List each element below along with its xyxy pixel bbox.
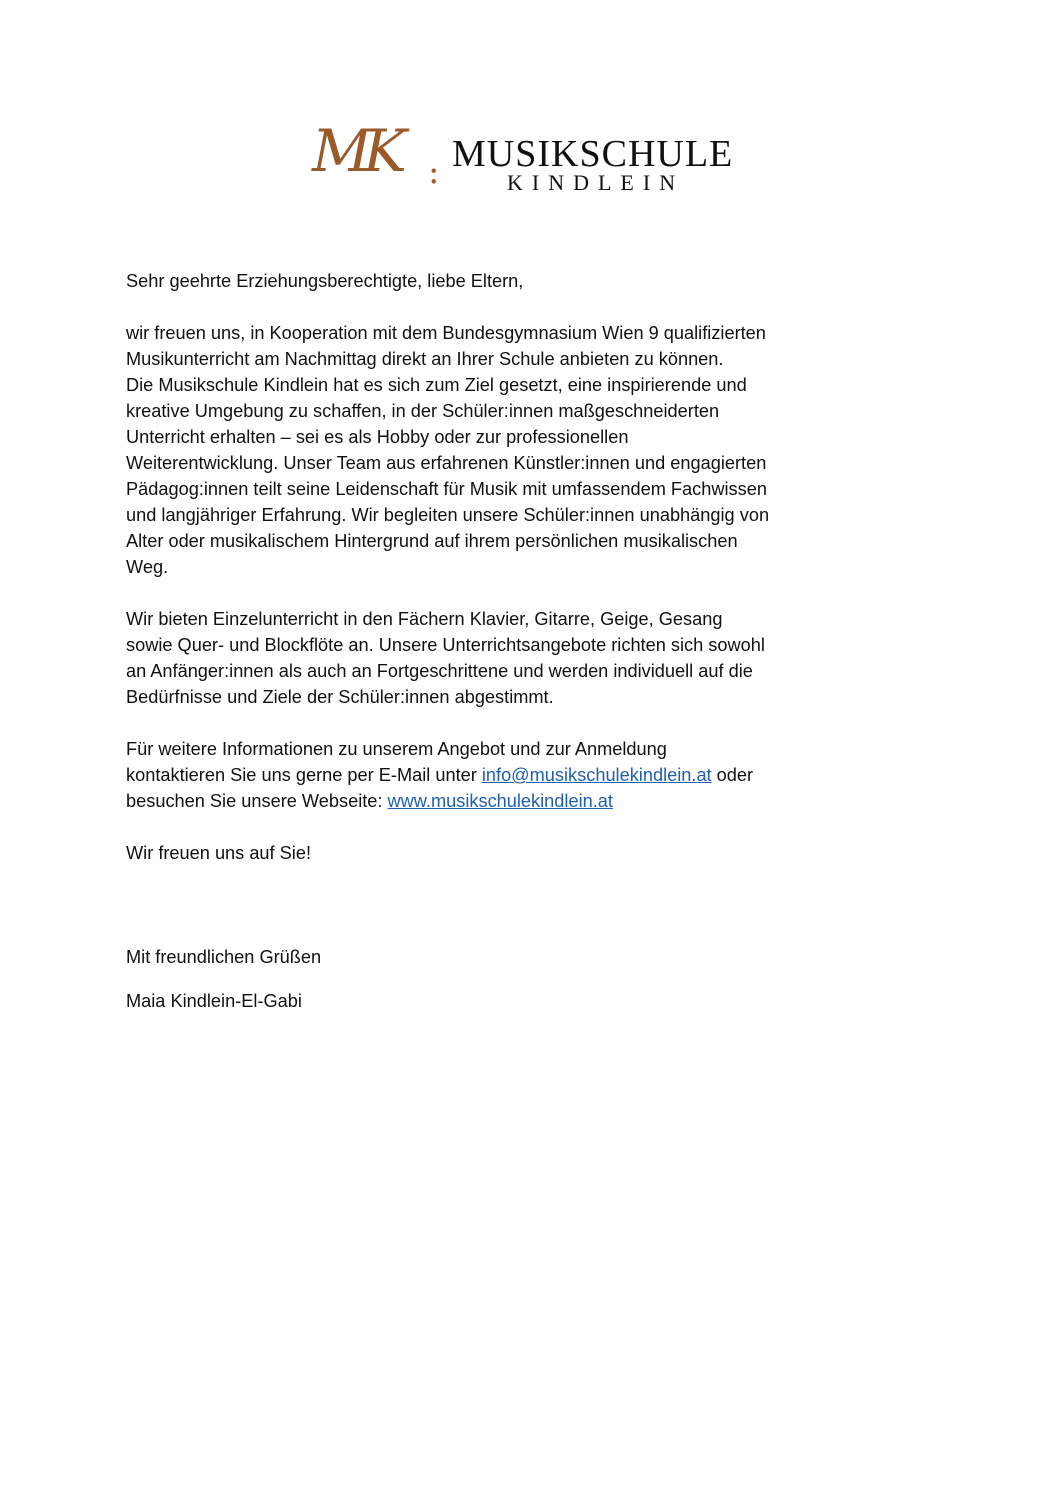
paragraph-contact xyxy=(126,736,836,814)
signature: Maia Kindlein-El-Gabi xyxy=(126,991,302,1011)
text-line xyxy=(126,788,836,814)
text-line: Alter oder musikalischem Hintergrund auf ihrem persönlichen musikalischen xyxy=(126,531,738,551)
text-line: Die Musikschule Kindlein hat es sich zum Ziel gesetzt, eine inspirierende und xyxy=(126,375,747,395)
regards: Mit freundlichen Grüßen xyxy=(126,947,322,967)
paragraph-intro xyxy=(126,320,836,580)
salutation: Sehr geehrte Erziehungsberechtigte, liebe Eltern, xyxy=(126,271,524,291)
text-fragment: besuchen Sie unsere Webseite: xyxy=(126,791,388,811)
website-link[interactable]: www.musikschulekindlein.at xyxy=(387,791,613,811)
text-line: sowie Quer- und Blockflöte an. Unsere Unterrichtsangebote richten sich sowohl xyxy=(126,635,765,655)
text-line: Weiterentwicklung. Unser Team aus erfahrenen Künstler:innen und engagierten xyxy=(126,453,767,473)
text-fragment: kontaktieren Sie uns gerne per E-Mail unter xyxy=(126,765,482,785)
text-line: und langjähriger Erfahrung. Wir begleiten unsere Schüler:innen unabhängig von xyxy=(126,505,770,525)
text-line: wir freuen uns, in Kooperation mit dem Bundesgymnasium Wien 9 qualifizierten xyxy=(126,323,766,343)
paragraph-offer xyxy=(126,606,836,710)
text-line: Bedürfnisse und Ziele der Schüler:innen abgestimmt. xyxy=(126,687,554,707)
logo xyxy=(312,117,752,202)
logo-colon: : xyxy=(428,152,440,192)
text-line: Für weitere Informationen zu unserem Angebot und zur Anmeldung xyxy=(126,739,667,759)
logo-subtitle: KINDLEIN xyxy=(507,170,685,195)
closing-line: Wir freuen uns auf Sie! xyxy=(126,843,311,863)
text-fragment: oder xyxy=(711,765,754,785)
text-line: Unterricht erhalten – sei es als Hobby oder zur professionellen xyxy=(126,427,629,447)
text-line: Wir bieten Einzelunterricht in den Fächern Klavier, Gitarre, Geige, Gesang xyxy=(126,609,723,629)
text-line: Pädagog:innen teilt seine Leidenschaft für Musik mit umfassendem Fachwissen xyxy=(126,479,767,499)
text-line: Musikunterricht am Nachmittag direkt an Ihrer Schule anbieten zu können. xyxy=(126,349,724,369)
logo-monogram: MK xyxy=(312,117,399,185)
text-line: Weg. xyxy=(126,557,169,577)
text-line: kreative Umgebung zu schaffen, in der Schüler:innen maßgeschneiderten xyxy=(126,401,720,421)
letter-body xyxy=(126,268,836,1014)
logo-title: MUSIKSCHULE xyxy=(452,133,734,175)
email-link[interactable]: info@musikschulekindlein.at xyxy=(481,765,712,785)
text-line: an Anfänger:innen als auch an Fortgeschrittene und werden individuell auf die xyxy=(126,661,753,681)
text-line xyxy=(126,762,836,788)
